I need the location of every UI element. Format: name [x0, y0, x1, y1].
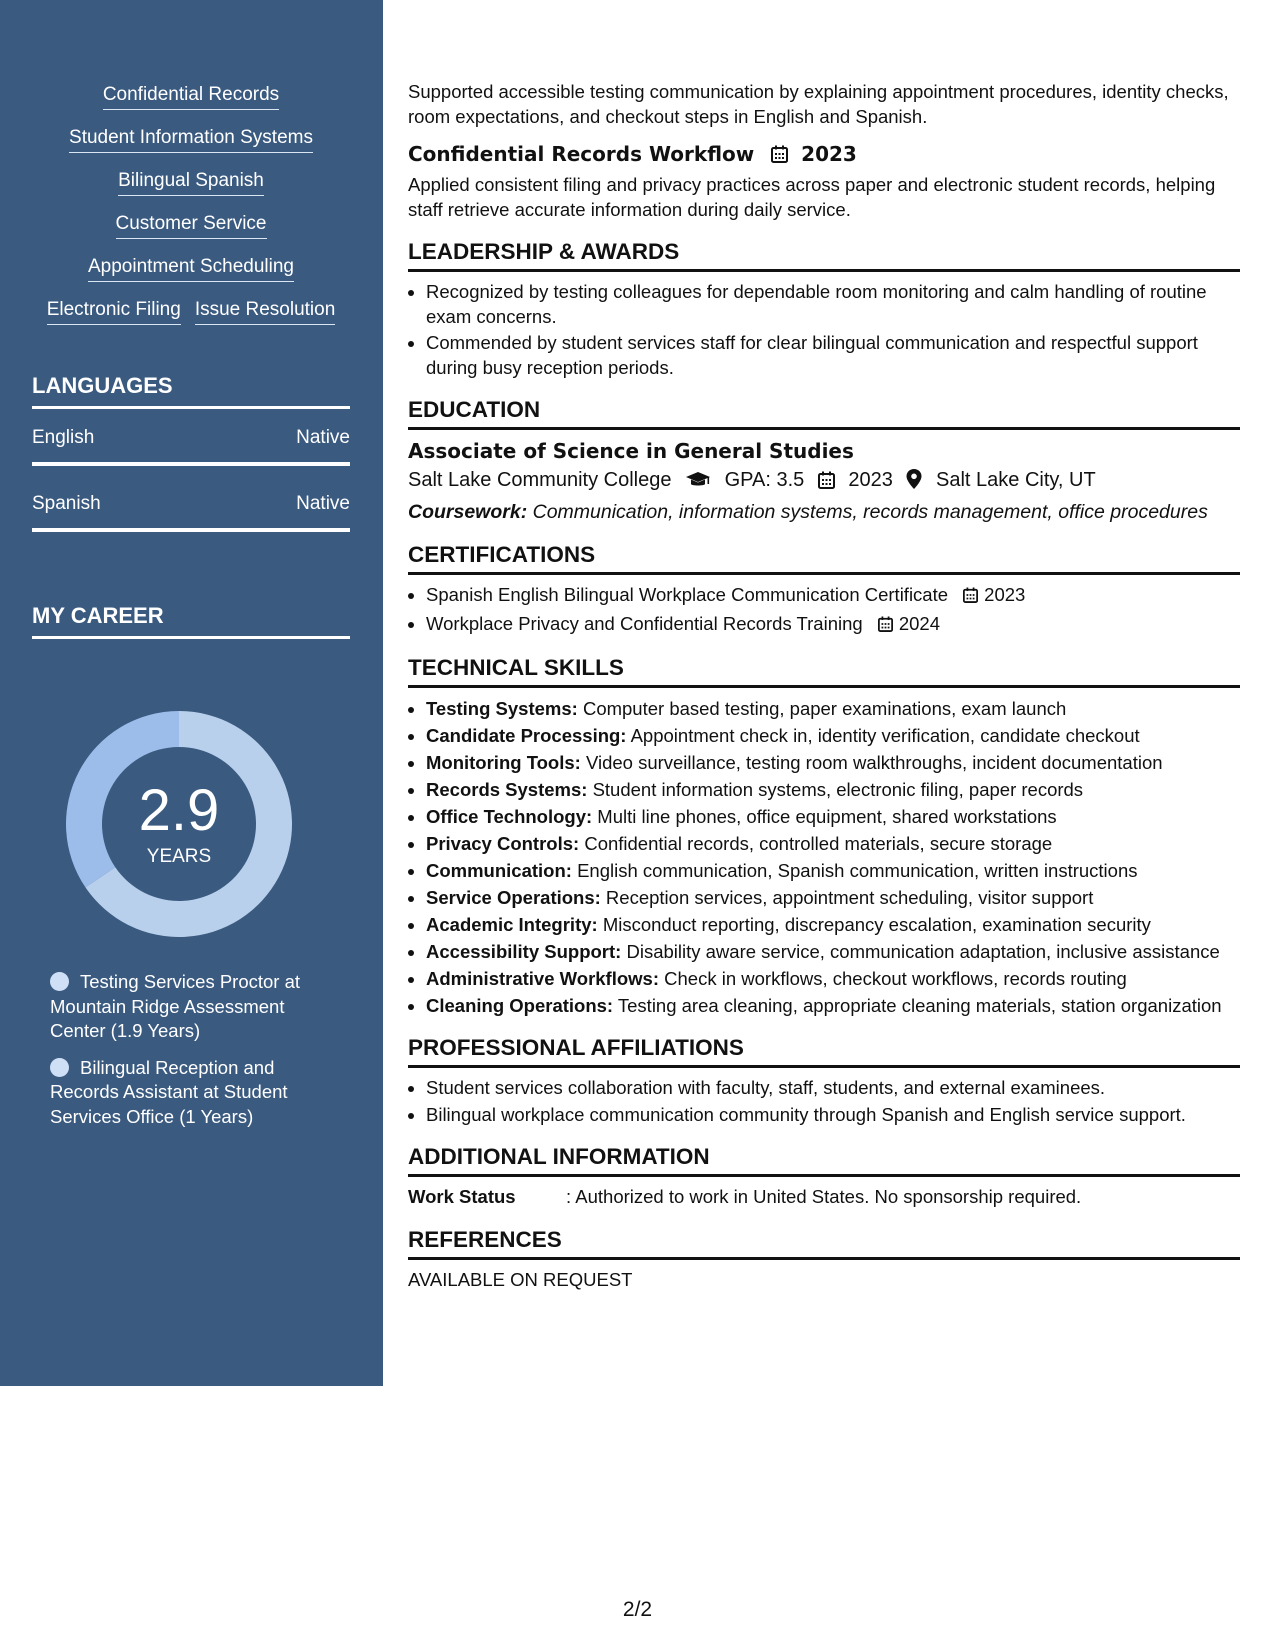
location-pin-icon: [906, 469, 922, 497]
language-name: Spanish: [32, 493, 101, 514]
technical-skill-item: [426, 939, 1240, 964]
education-gpa: GPA: 3.5: [724, 469, 805, 491]
page-number: 2/2: [622, 1598, 653, 1621]
skill-row: [32, 298, 350, 325]
language-level: Native: [296, 493, 350, 514]
work-status-label: Work Status: [408, 1186, 516, 1207]
certifications-list: [408, 583, 1240, 638]
skill-row: [32, 169, 350, 196]
technical-skill-label: Testing Systems:: [426, 698, 578, 719]
technical-skill-item: [426, 831, 1240, 856]
certifications-heading: CERTIFICATIONS: [408, 541, 1240, 575]
technical-skill-text: Testing area cleaning, appropriate cleaning materials, station organization: [613, 995, 1222, 1016]
technical-skill-text: English communication, Spanish communication, written instructions: [571, 860, 1138, 881]
technical-skill-text: Computer based testing, paper examinations, exam launch: [577, 698, 1067, 719]
technical-skill-label: Records Systems:: [426, 779, 588, 800]
education-details: [408, 466, 1240, 497]
technical-skill-text: Reception services, appointment scheduling, visitor support: [600, 887, 1094, 908]
career-unit: YEARS: [146, 846, 212, 867]
technical-skills-heading: TECHNICAL SKILLS: [408, 654, 1240, 688]
language-level: Native: [296, 427, 350, 448]
additional-info-heading: ADDITIONAL INFORMATION: [408, 1143, 1240, 1177]
project-description: Applied consistent filing and privacy practices across paper and electronic student records, helping staff retrieve accurate information during daily service.: [408, 174, 1216, 220]
education-school: Salt Lake Community College: [408, 469, 672, 491]
skill-tag: Issue Resolution: [195, 298, 335, 325]
calendar-icon: [818, 469, 835, 497]
career-donut-chart: [66, 711, 292, 937]
skills-list: [32, 83, 350, 341]
technical-skill-item: [426, 912, 1240, 937]
skill-tag: Bilingual Spanish: [118, 169, 264, 196]
certification-year: 2024: [898, 612, 940, 634]
list-item: [426, 612, 1240, 639]
technical-skill-item: [426, 885, 1240, 910]
leadership-list: [408, 280, 1240, 380]
career-legend-label: Testing Services Proctor at Mountain Ridge Assessment Center (1.9 Years): [50, 971, 301, 1041]
technical-skills-list: [408, 696, 1240, 1018]
skill-row: [32, 255, 350, 282]
skill-tag: Customer Service: [116, 212, 267, 239]
education-degree: Associate of Science in General Studies: [408, 439, 854, 463]
technical-skill-item: [426, 858, 1240, 883]
work-status-row: [408, 1185, 1240, 1210]
references-heading: REFERENCES: [408, 1226, 1240, 1260]
language-row: [32, 492, 350, 532]
education-coursework: [408, 500, 1240, 525]
calendar-icon: [963, 585, 978, 610]
leadership-heading: LEADERSHIP & AWARDS: [408, 238, 1240, 272]
skill-row: [32, 126, 350, 153]
list-item: • Commended by student services staff for clear bilingual communication and respectful support during busy reception periods.: [426, 331, 1240, 380]
technical-skill-label: Privacy Controls:: [426, 833, 580, 854]
project-title: Confidential Records Workflow: [408, 142, 755, 166]
skill-tag: Confidential Records: [103, 83, 279, 110]
language-row: [32, 426, 350, 466]
skill-row: [32, 83, 350, 110]
list-item: • Student services collaboration with faculty, staff, students, and external examinees.: [426, 1076, 1240, 1101]
technical-skill-item: [426, 966, 1240, 991]
technical-skill-label: Communication:: [426, 860, 572, 881]
certification-name: Workplace Privacy and Confidential Records Training: [426, 612, 863, 634]
technical-skill-text: Multi line phones, office equipment, shared workstations: [592, 806, 1057, 827]
technical-skill-text: Disability aware service, communication adaptation, inclusive assistance: [621, 941, 1220, 962]
technical-skill-text: Video surveillance, testing room walkthroughs, incident documentation: [580, 752, 1163, 773]
legend-dot-icon: [50, 972, 69, 991]
certification-name: Spanish English Bilingual Workplace Communication Certificate: [426, 584, 949, 605]
list-item: • Recognized by testing colleagues for dependable room monitoring and calm handling of routine exam concerns.: [426, 280, 1240, 329]
calendar-icon: [771, 143, 788, 169]
graduation-cap-icon: [685, 469, 711, 497]
work-status-value: : Authorized to work in United States. No sponsorship required.: [566, 1186, 1082, 1207]
technical-skill-item: [426, 993, 1240, 1018]
sidebar: [0, 0, 383, 1386]
skill-tag: Student Information Systems: [69, 126, 313, 153]
education-location: Salt Lake City, UT: [936, 469, 1096, 491]
language-name: English: [32, 427, 95, 448]
intro-text: Supported accessible testing communication by explaining appointment procedures, identity checks, room expectations, and checkout steps in English and Spanish.: [408, 81, 1229, 127]
technical-skill-item: [426, 777, 1240, 802]
list-item: [426, 583, 1240, 610]
skill-tag: Appointment Scheduling: [88, 255, 294, 282]
technical-skill-item: [426, 750, 1240, 775]
affiliations-heading: PROFESSIONAL AFFILIATIONS: [408, 1034, 1240, 1068]
certification-year: 2023: [984, 584, 1026, 605]
education-heading: EDUCATION: [408, 396, 1240, 430]
technical-skill-label: Office Technology:: [426, 806, 593, 827]
career-legend-label: Bilingual Reception and Records Assistant at Student Services Office (1 Years): [50, 1056, 288, 1127]
list-item: • Bilingual workplace communication community through Spanish and English service support.: [426, 1103, 1240, 1128]
technical-skill-text: Appointment check in, identity verification, candidate checkout: [626, 725, 1140, 746]
project-year: 2023: [801, 142, 857, 166]
career-total: 2.9: [138, 778, 220, 843]
technical-skill-label: Administrative Workflows:: [426, 968, 660, 989]
technical-skill-label: Candidate Processing:: [426, 725, 627, 746]
technical-skill-text: Confidential records, controlled materials, secure storage: [579, 833, 1053, 854]
main-content: [408, 80, 1240, 1292]
affiliations-list: [408, 1076, 1240, 1127]
career-legend-item: [50, 1056, 340, 1130]
skill-row: [32, 212, 350, 239]
skill-tag: Electronic Filing: [47, 298, 181, 325]
languages-heading: LANGUAGES: [32, 372, 350, 409]
technical-skill-item: [426, 696, 1240, 721]
technical-skill-label: Monitoring Tools:: [426, 752, 581, 773]
legend-dot-icon: [50, 1058, 69, 1077]
calendar-icon: [878, 614, 893, 639]
technical-skill-item: [426, 804, 1240, 829]
career-heading: MY CAREER: [32, 602, 350, 639]
technical-skill-label: Service Operations:: [426, 887, 601, 908]
technical-skill-label: Cleaning Operations:: [426, 995, 614, 1016]
career-legend: [50, 970, 340, 1141]
coursework-label: Coursework:: [408, 501, 528, 523]
technical-skill-text: Check in workflows, checkout workflows, records routing: [659, 968, 1127, 989]
career-legend-item: [50, 970, 340, 1044]
technical-skill-label: Accessibility Support:: [426, 941, 622, 962]
technical-skill-text: Student information systems, electronic filing, paper records: [587, 779, 1084, 800]
technical-skill-label: Academic Integrity:: [426, 914, 598, 935]
technical-skill-item: [426, 723, 1240, 748]
technical-skill-text: Misconduct reporting, discrepancy escalation, examination security: [597, 914, 1151, 935]
project-title-row: [408, 141, 1240, 169]
coursework-text: Communication, information systems, records management, office procedures: [532, 501, 1208, 523]
references-text: AVAILABLE ON REQUEST: [408, 1268, 633, 1290]
education-year: 2023: [848, 469, 893, 491]
